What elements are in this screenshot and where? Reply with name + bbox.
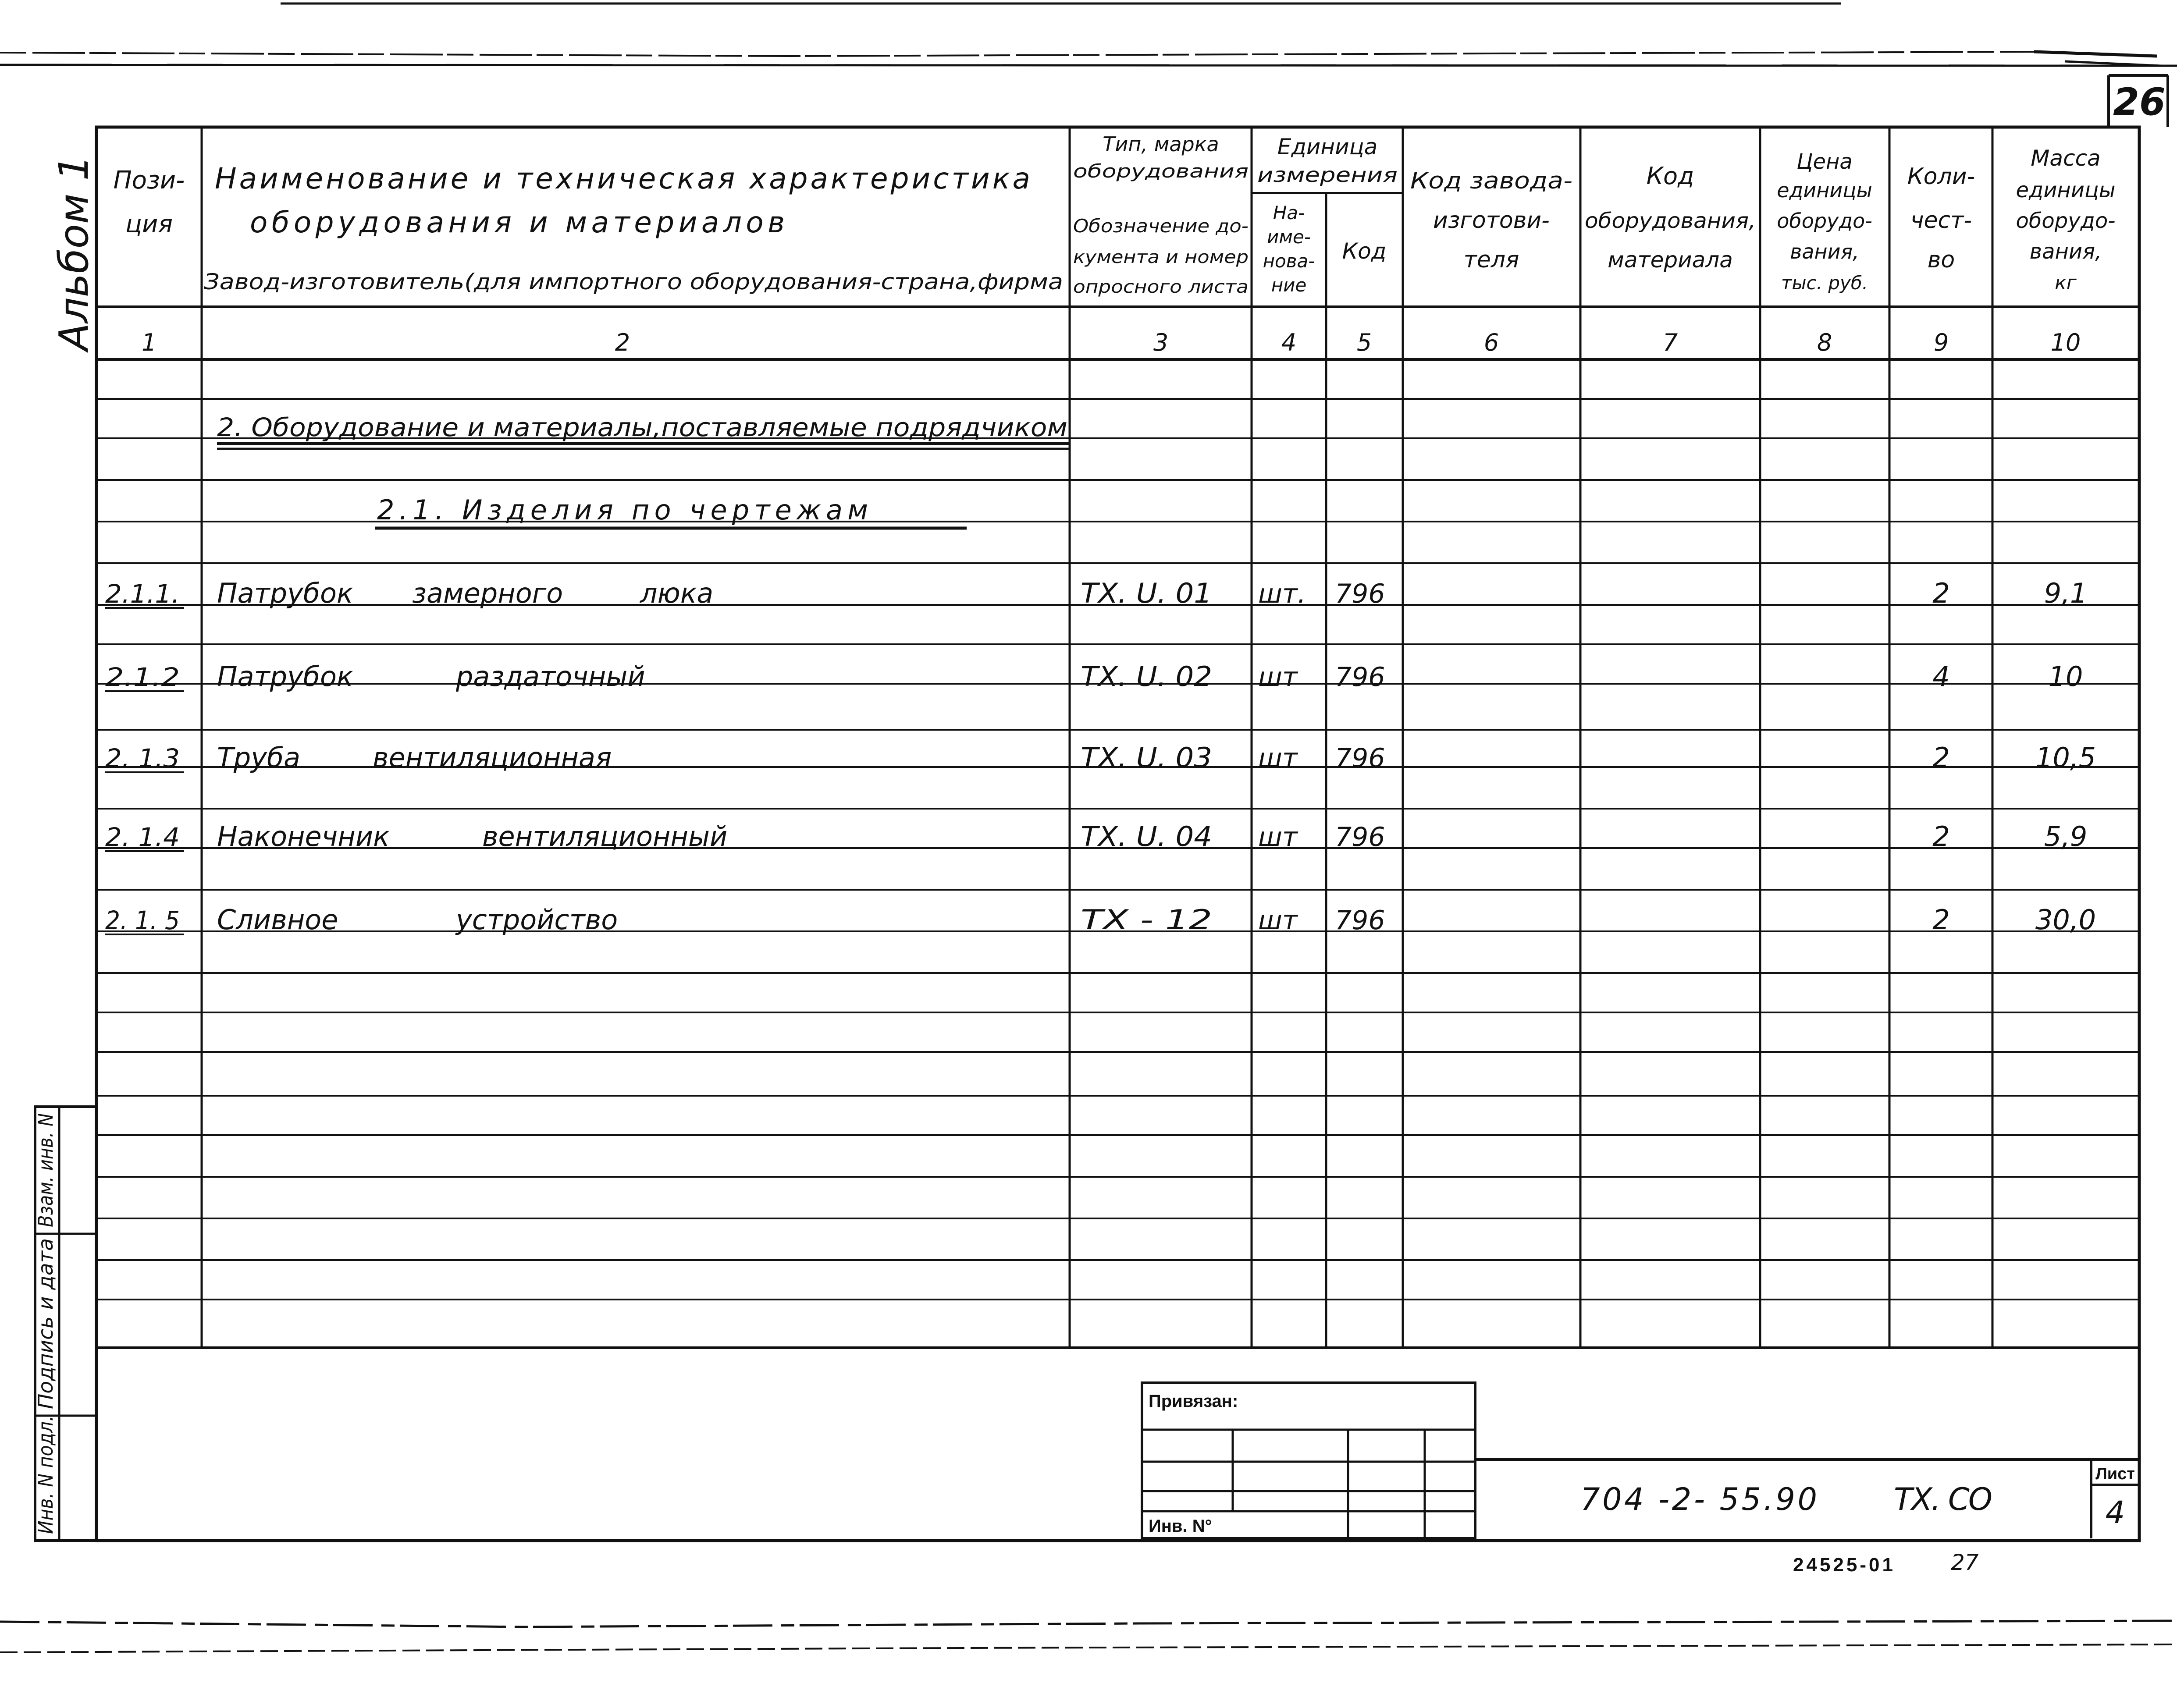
document-mark: ТХ. СО bbox=[1894, 1481, 1992, 1517]
section-headings bbox=[217, 412, 1070, 528]
column-number-3: 3 bbox=[1153, 329, 1169, 356]
column-number-4: 4 bbox=[1281, 329, 1297, 356]
table-row bbox=[105, 660, 2083, 692]
header-price-l2: единицы bbox=[1777, 178, 1872, 202]
header-unit-name-l1: На- bbox=[1273, 202, 1305, 224]
row-unit-code: 796 bbox=[1335, 579, 1385, 609]
row-mass: 10,5 bbox=[2035, 742, 2096, 774]
row-mass: 5,9 bbox=[2044, 820, 2088, 852]
column-numbers-row bbox=[142, 329, 2081, 356]
column-number-7: 7 bbox=[1662, 329, 1678, 356]
scan-edge-top bbox=[0, 4, 2177, 66]
row-unit-code: 796 bbox=[1335, 743, 1385, 774]
row-name-part-2: устройство bbox=[456, 904, 618, 936]
row-unit: шт. bbox=[1258, 579, 1306, 609]
row-position: 2. 1.4 bbox=[105, 822, 180, 852]
side-stamp bbox=[34, 1096, 96, 1541]
row-quantity: 2 bbox=[1932, 904, 1950, 936]
archive-number: 24525-01 bbox=[1793, 1554, 1896, 1576]
row-unit: шт bbox=[1258, 905, 1298, 936]
row-type: ТХ - 12 bbox=[1081, 904, 1212, 936]
header-manufacturer: Завод-изготовитель(для импортного оборудования-страна,фирма bbox=[204, 269, 1063, 295]
row-type: ТХ. U. 01 bbox=[1081, 577, 1212, 609]
header-unit-name-l4: ние bbox=[1271, 274, 1307, 296]
row-type: ТХ. U. 03 bbox=[1081, 742, 1212, 774]
title-block bbox=[1142, 1383, 2139, 1538]
row-mass: 30,0 bbox=[2035, 904, 2096, 936]
row-unit: шт bbox=[1258, 662, 1298, 692]
header-unit-name-l3: нова- bbox=[1263, 250, 1315, 272]
row-mass: 9,1 bbox=[2044, 577, 2088, 609]
row-name-part-2: вентиляционный bbox=[482, 820, 728, 852]
stamp-replacement-inventory: Взам. инв. N bbox=[34, 1096, 57, 1227]
header-price-l5: тыс. руб. bbox=[1781, 272, 1868, 294]
header-price-l1: Цена bbox=[1796, 149, 1853, 174]
row-name-part-2: раздаточный bbox=[456, 660, 645, 692]
header-equipment-code-l2: оборудования, bbox=[1585, 209, 1756, 233]
sheet-number-box bbox=[2109, 75, 2168, 127]
table-header bbox=[114, 132, 2116, 297]
row-name-part-1: Наконечник bbox=[217, 820, 390, 852]
row-unit-code: 796 bbox=[1335, 822, 1385, 852]
header-name-l1: Наименование и техническая характеристика bbox=[215, 162, 1030, 195]
header-type-l3: Обозначение до- bbox=[1073, 215, 1249, 237]
row-mass: 10 bbox=[2048, 660, 2083, 692]
title-block-privyazan: Привязан: bbox=[1149, 1392, 1238, 1411]
table-body bbox=[105, 577, 2096, 936]
header-factory-code-l3: теля bbox=[1463, 247, 1519, 273]
header-position-l2: ция bbox=[125, 210, 173, 238]
header-price-l4: вания, bbox=[1790, 240, 1859, 263]
header-unit-code: Код bbox=[1342, 238, 1387, 264]
header-factory-code-l2: изготови- bbox=[1433, 207, 1550, 234]
header-mass-l3: оборудо- bbox=[2016, 209, 2116, 233]
header-mass-l1: Масса bbox=[2031, 146, 2101, 171]
row-quantity: 4 bbox=[1932, 660, 1950, 692]
stamp-signature-date: Подпись и дата bbox=[34, 1242, 57, 1409]
column-number-1: 1 bbox=[141, 329, 157, 356]
subsection-title: 2.1. Изделия по чертежам bbox=[377, 494, 868, 526]
row-quantity: 2 bbox=[1932, 820, 1950, 852]
title-block-inv-no: Инв. N° bbox=[1149, 1516, 1212, 1536]
header-equipment-code-l1: Код bbox=[1646, 162, 1694, 190]
header-position-l1: Пози- bbox=[113, 166, 185, 195]
header-type-l5: опросного листа bbox=[1073, 277, 1249, 297]
header-name-l2: оборудования и материалов bbox=[250, 206, 785, 239]
header-type-l2: оборудования bbox=[1073, 160, 1249, 182]
table-row bbox=[105, 742, 2096, 774]
section-title: 2. Оборудование и материалы,поставляемые подрядчиком bbox=[217, 412, 1067, 442]
row-position: 2.1.2 bbox=[105, 662, 180, 692]
archive-page: 27 bbox=[1951, 1550, 1979, 1575]
row-name-part-1: Труба bbox=[217, 742, 301, 774]
row-position: 2.1.1. bbox=[105, 579, 180, 609]
row-name-part-1: Сливное bbox=[217, 904, 338, 936]
header-qty-l3: во bbox=[1927, 247, 1955, 273]
row-unit-code: 796 bbox=[1335, 905, 1385, 936]
header-unit-l2: измерения bbox=[1257, 163, 1398, 187]
header-mass-l4: вания, bbox=[2029, 239, 2102, 264]
row-quantity: 2 bbox=[1932, 742, 1950, 774]
header-unit-l1: Единица bbox=[1277, 134, 1378, 160]
row-name-part-2: вентиляционная bbox=[373, 742, 612, 774]
header-qty-l1: Коли- bbox=[1907, 163, 1975, 190]
header-mass-l5: кг bbox=[2055, 272, 2077, 294]
column-number-5: 5 bbox=[1356, 329, 1372, 356]
document-code: 704 -2- 55.90 bbox=[1580, 1481, 1817, 1517]
row-quantity: 2 bbox=[1932, 577, 1950, 609]
stamp-inventory-number: Инв. N подл. bbox=[34, 1401, 57, 1534]
row-name-part-2: замерного bbox=[412, 577, 563, 609]
header-unit-name-l2: име- bbox=[1267, 226, 1311, 248]
header-price-l3: оборудо- bbox=[1777, 209, 1872, 233]
header-type-l1: Тип, марка bbox=[1103, 132, 1219, 156]
row-unit: шт bbox=[1258, 822, 1298, 852]
album-label: Альбом 1 bbox=[50, 155, 97, 351]
list-number: 4 bbox=[2105, 1495, 2125, 1530]
row-unit-code: 796 bbox=[1335, 662, 1385, 692]
column-number-2: 2 bbox=[615, 329, 630, 356]
row-name-part-1: Патрубок bbox=[217, 660, 353, 692]
list-label: Лист bbox=[2095, 1465, 2135, 1483]
row-name-part-3: люка bbox=[640, 577, 714, 609]
row-unit: шт bbox=[1258, 743, 1298, 774]
header-equipment-code-l3: материала bbox=[1608, 247, 1733, 273]
header-type-l4: кумента и номер bbox=[1073, 247, 1249, 267]
header-factory-code-l1: Код завода- bbox=[1410, 168, 1572, 194]
column-number-10: 10 bbox=[2050, 329, 2081, 356]
sheet-number: 26 bbox=[2113, 80, 2166, 124]
row-position: 2. 1. 5 bbox=[105, 905, 180, 935]
column-number-8: 8 bbox=[1817, 329, 1832, 356]
header-mass-l2: единицы bbox=[2016, 178, 2116, 202]
header-qty-l2: чест- bbox=[1910, 207, 1972, 234]
row-type: ТХ. U. 04 bbox=[1081, 820, 1212, 852]
row-type: ТХ. U. 02 bbox=[1081, 660, 1212, 692]
row-position: 2. 1.3 bbox=[105, 743, 180, 773]
column-number-6: 6 bbox=[1483, 329, 1499, 356]
column-number-9: 9 bbox=[1933, 329, 1949, 356]
scan-edge-bottom bbox=[0, 1621, 2177, 1652]
row-name-part-1: Патрубок bbox=[217, 577, 353, 609]
